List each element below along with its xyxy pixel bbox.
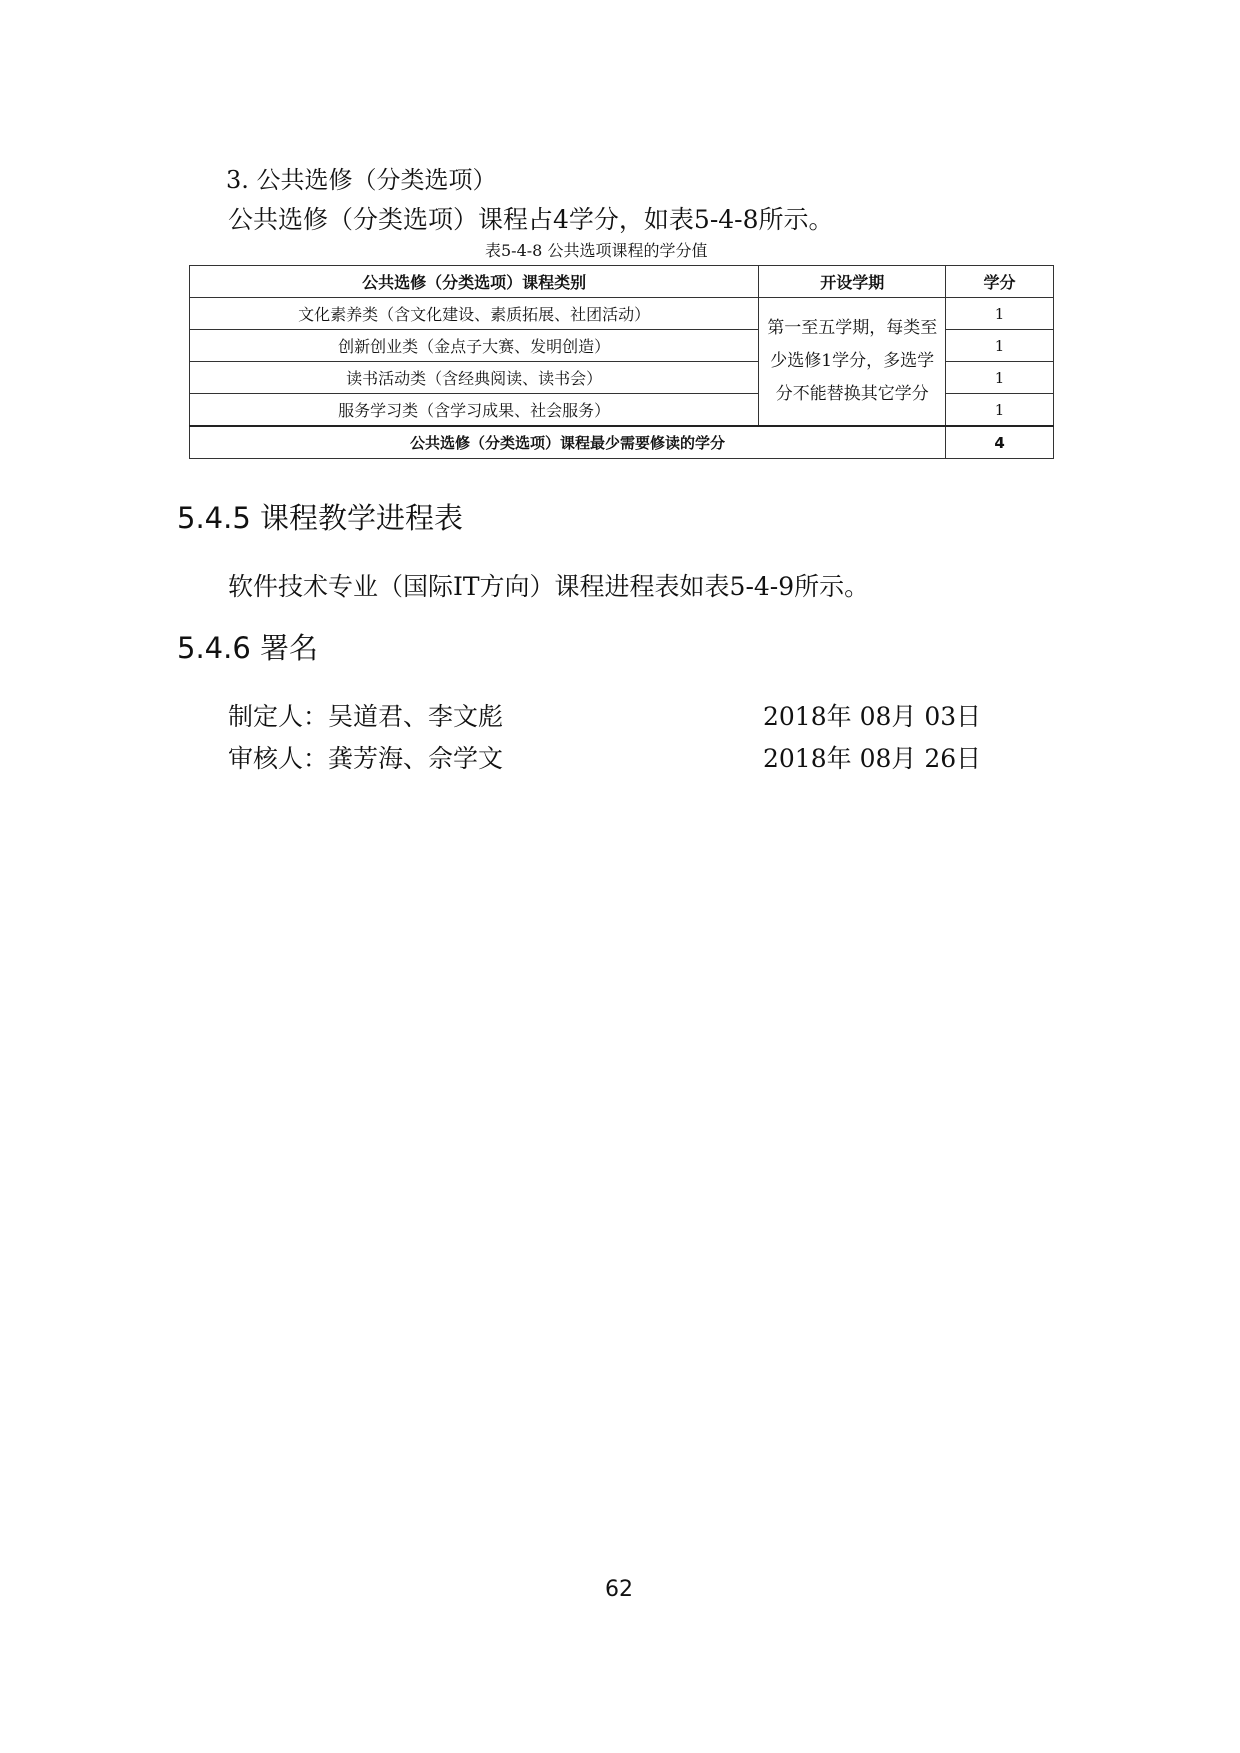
section-heading-545: 5.4.5 课程教学进程表 [177,501,464,535]
credit-cell: 1 [946,394,1054,427]
signature-author-name: 制定人：吴道君、李文彪 [228,702,504,731]
table-caption: 表5-4-8 公共选项课程的学分值 [485,241,708,260]
section-heading-546: 5.4.6 署名 [177,631,319,665]
credit-cell: 1 [946,362,1054,394]
signature-author-date: 2018年 08月 03日 [763,702,982,731]
term-note-cell: 第一至五学期，每类至少选修1学分，多选学分不能替换其它学分 [759,298,946,427]
credit-table [189,265,1054,459]
schedule-paragraph: 软件技术专业（国际IT方向）课程进程表如表5-4-9所示。 [228,572,870,601]
summary-value: 4 [946,426,1054,459]
credit-cell: 1 [946,298,1054,330]
subsection-heading: 3. 公共选修（分类选项） [226,166,497,194]
table-row [190,298,1054,330]
category-cell: 创新创业类（金点子大赛、发明创造） [190,330,759,362]
signature-reviewer-name: 审核人：龚芳海、佘学文 [228,744,504,773]
summary-label: 公共选修（分类选项）课程最少需要修读的学分 [190,426,946,459]
intro-paragraph: 公共选修（分类选项）课程占4学分，如表5-4-8所示。 [228,205,834,234]
category-cell: 读书活动类（含经典阅读、读书会） [190,362,759,394]
signature-reviewer-date: 2018年 08月 26日 [763,744,982,773]
table-summary-row [190,426,1054,459]
table-header-row [190,266,1054,298]
header-credit: 学分 [946,266,1054,298]
header-category: 公共选修（分类选项）课程类别 [190,266,759,298]
category-cell: 服务学习类（含学习成果、社会服务） [190,394,759,427]
credit-cell: 1 [946,330,1054,362]
category-cell: 文化素养类（含文化建设、素质拓展、社团活动） [190,298,759,330]
header-term: 开设学期 [759,266,946,298]
page-number: 62 [605,1577,633,1602]
